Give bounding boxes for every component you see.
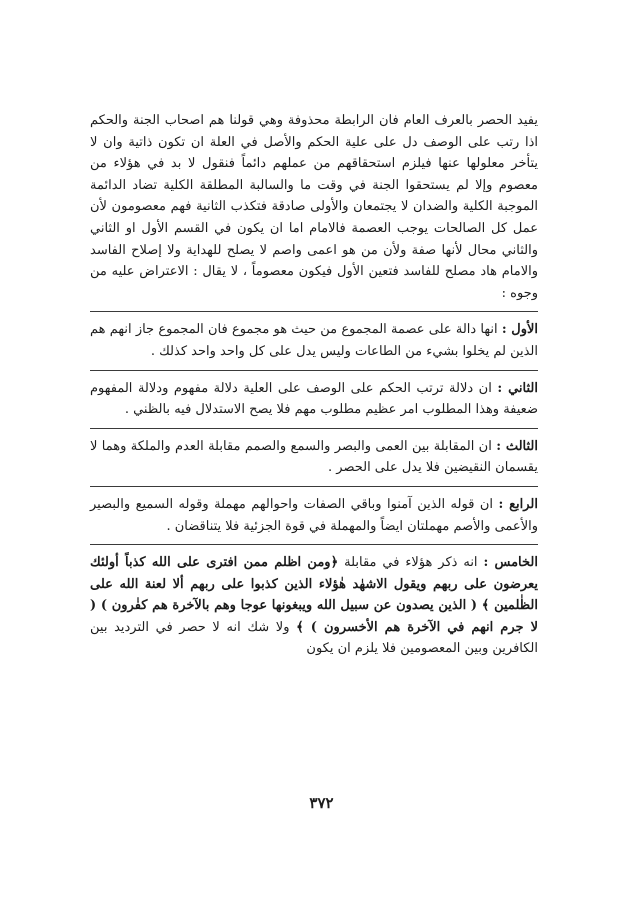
objection-first — [90, 319, 538, 362]
objection-text: ان دلالة ترتب الحكم على الوصف على العلية دلالة مفهوم ودلالة المفهوم ضعيفة وهذا المطلوب امر عظيم مطلوب مهم فلا يصح الاستدلال فيه بالظني . — [90, 380, 538, 418]
objection-text-continued: ولا شك انه لا حصر في الترديد بين الكافرين وبين المعصومين فلا يلزم ان يكون — [90, 619, 538, 657]
objection-label: الأول : — [501, 322, 539, 338]
divider — [90, 428, 538, 429]
divider — [90, 486, 538, 487]
objection-label: الثالث : — [496, 438, 539, 454]
objection-third — [90, 436, 538, 479]
intro-paragraph: يفيد الحصر بالعرف العام فان الرابطة محذوفة وهي قولنا هم اصحاب الجنة والحكم اذا رتب على الوصف دل على علية الحكم والأصل في العلة ان تكون ذاتية وان لا يتأخر معلولها عنها فيلزم استحقاقهم من عملهم دائماً فنقول لا بد في هؤلاء من معصوم وإلا لم يستحقوا الجنة في وقت ما والسالبة المطلقة الكلية تضاد الدائمة الموجبة الكلية والضدان لا يجتمعان والأولى صادقة فتكذب الثانية فهم معصومون لأن عمل كل الصالحات يوجب العصمة فالامام اما ان يكون في القسم الأول او الثاني والثاني محال لأنها صفة ولأن من هو اعمى واصم لا يصلح للهداية ولا إصلاح الفاسد والامام هاد مصلح للفاسد فتعين الأول فيكون معصوماً ، لا يقال : الاعتراض عليه من وجوه : — [90, 113, 538, 301]
objection-fifth — [90, 552, 538, 660]
objection-fourth — [90, 494, 538, 537]
objection-text: ان المقابلة بين العمى والبصر والسمع والصمم مقابلة العدم والملكة وهما لا يقسمان النقيضين فلا يدل على الحصر . — [90, 438, 538, 476]
divider — [90, 544, 538, 545]
objection-text: انه ذكر هؤلاء في مقابلة — [344, 555, 478, 571]
objection-text: ان قوله الذين آمنوا وباقي الصفات واحوالهم مهملة وقوله السميع والبصير والأعمى والأصم مهملتان ايضاً والمهملة في قوة الجزئية فلا يتناقضان . — [90, 496, 538, 534]
page-body — [90, 110, 538, 660]
divider — [90, 370, 538, 371]
quran-verse: ﴿ومن اظلم ممن افترى على الله كذباً أولئك يعرضون على ربهم ويقول الاشهٰد هٰؤلاء الذين كذبوا على ربهم ألا لعنة الله على الظٰلمين ﴾ ( الذين يصدون عن سبيل الله ويبغونها عوجا وهم بالآخرة هم كفٰرون ) ( لا جرم انهم في الآخرة هم الأخسرون ) ﴾ — [90, 555, 538, 635]
objection-label: الثاني : — [497, 380, 538, 396]
objection-text: انها دالة على عصمة المجموع من حيث هو مجموع فان المجموع جاز انهم هم الذين لم يخلوا بشيء من الطاعات وليس يدل على كل واحد واحد كذلك . — [90, 322, 538, 359]
objection-second — [90, 378, 538, 421]
divider — [90, 311, 538, 312]
objection-label: الرابع : — [498, 496, 538, 512]
objection-label: الخامس : — [483, 555, 538, 571]
page-number: ٣٧٢ — [309, 794, 334, 812]
